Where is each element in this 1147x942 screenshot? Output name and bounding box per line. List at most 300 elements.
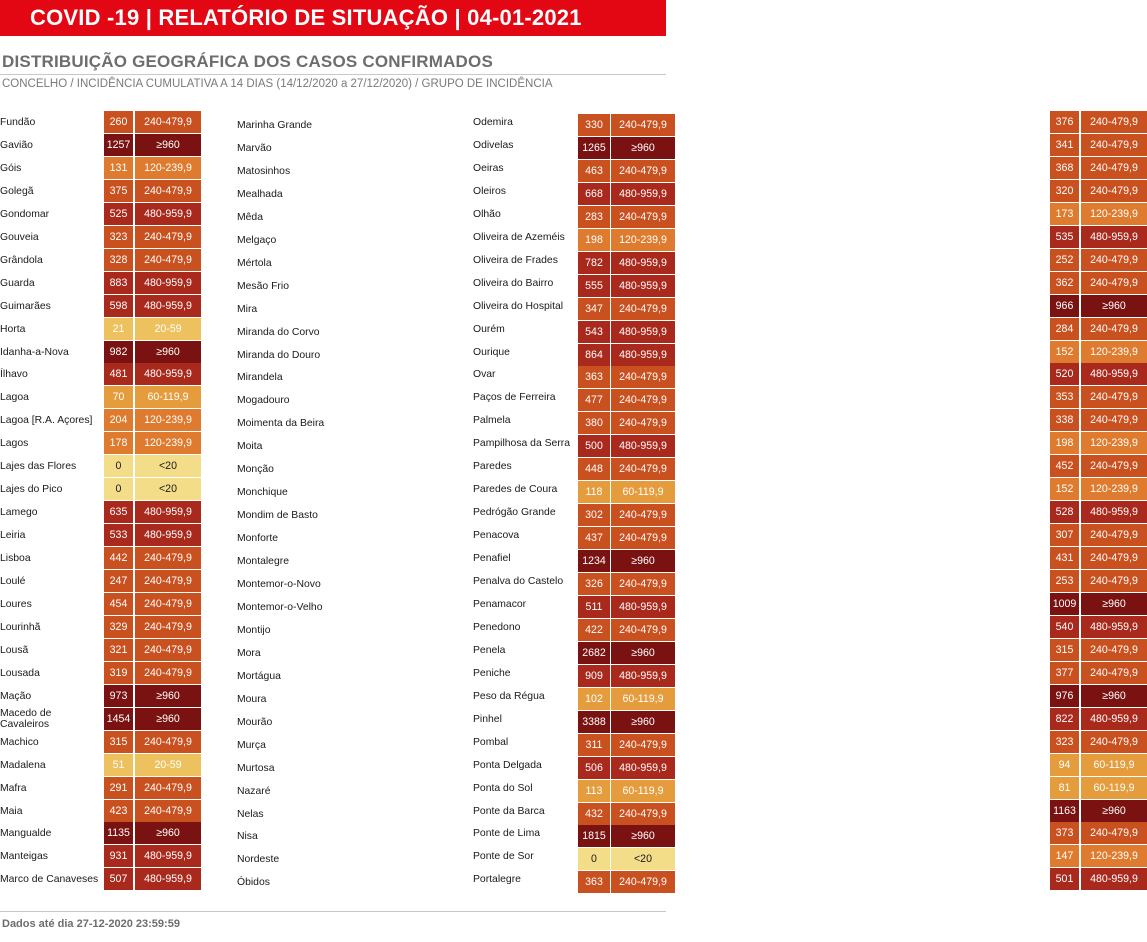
- municipality-name: Peso da Régua: [473, 690, 545, 702]
- municipality-row: [0, 249, 201, 272]
- incidence-group: 240-479,9: [1081, 318, 1147, 340]
- incidence-value: 1815: [578, 825, 610, 847]
- incidence-group: 240-479,9: [135, 111, 201, 133]
- incidence-value: 442: [104, 547, 133, 569]
- incidence-value: 204: [104, 409, 133, 431]
- incidence-value: 284: [1050, 318, 1079, 340]
- municipality-row: [473, 295, 1147, 318]
- incidence-value: 481: [104, 363, 133, 385]
- incidence-group: 480-959,9: [135, 868, 201, 890]
- municipality-row: [473, 157, 1147, 180]
- municipality-name: Ourém: [473, 323, 505, 335]
- municipality-name: Odemira: [473, 117, 513, 128]
- incidence-group: 240-479,9: [135, 570, 201, 592]
- municipality-name: Pampilhosa da Serra: [473, 438, 571, 450]
- incidence-value: 323: [1050, 731, 1079, 753]
- incidence-group: 240-479,9: [1081, 111, 1147, 133]
- incidence-group: 240-479,9: [611, 389, 675, 411]
- incidence-group: ≥960: [135, 341, 201, 363]
- municipality-row: [473, 272, 1147, 295]
- incidence-group: ≥960: [1081, 685, 1147, 707]
- municipality-name: Mangualde: [0, 828, 52, 840]
- municipality-name: Mação: [0, 690, 32, 702]
- incidence-group: 480-959,9: [611, 344, 675, 366]
- incidence-value: 1257: [104, 134, 133, 156]
- municipality-name: Portalegre: [473, 874, 521, 886]
- incidence-group: 240-479,9: [1081, 249, 1147, 271]
- municipality-name: Lagoa: [0, 392, 29, 404]
- incidence-value: 198: [578, 229, 610, 251]
- municipality-row: [0, 432, 201, 455]
- incidence-group: 240-479,9: [135, 547, 201, 569]
- incidence-value: 782: [578, 252, 610, 274]
- incidence-value: 353: [1050, 386, 1079, 408]
- municipality-name: Ponte de Sor: [473, 851, 534, 863]
- incidence-group: 240-479,9: [135, 731, 201, 753]
- municipality-row: [0, 203, 201, 226]
- incidence-value: 822: [1050, 708, 1079, 730]
- municipality-name: Gouveia: [0, 231, 39, 243]
- incidence-value: 931: [104, 845, 133, 867]
- incidence-value: 302: [578, 504, 610, 526]
- municipality-name: Pinhel: [473, 713, 502, 725]
- incidence-group: 480-959,9: [135, 501, 201, 523]
- incidence-value: 341: [1050, 134, 1079, 156]
- municipality-name: Monforte: [237, 533, 279, 545]
- incidence-group: 240-479,9: [1081, 570, 1147, 592]
- municipality-row: [0, 685, 201, 708]
- incidence-value: 454: [104, 593, 133, 615]
- municipality-name: Fundão: [0, 117, 36, 128]
- municipality-name: Montemor-o-Novo: [237, 579, 321, 590]
- incidence-value: 511: [578, 596, 610, 618]
- incidence-group: 480-959,9: [1081, 501, 1147, 523]
- municipality-name: Ponta Delgada: [473, 759, 542, 771]
- incidence-group: 480-959,9: [135, 272, 201, 294]
- municipality-row: [473, 708, 1147, 731]
- incidence-group: 240-479,9: [611, 298, 675, 320]
- municipality-name: Mealhada: [237, 188, 283, 200]
- incidence-group: <20: [135, 455, 201, 477]
- incidence-value: 635: [104, 501, 133, 523]
- page-subtitle: CONCELHO / INCIDÊNCIA CUMULATIVA A 14 DIAS (14/12/2020 a 27/12/2020) / GRUPO DE INCIDÊNCIA: [2, 78, 553, 90]
- incidence-value: 260: [104, 111, 133, 133]
- incidence-group: 60-119,9: [611, 481, 675, 503]
- incidence-value: 152: [1050, 478, 1079, 500]
- incidence-value: 70: [104, 386, 133, 408]
- incidence-group: 240-479,9: [135, 800, 201, 822]
- incidence-value: 376: [1050, 111, 1079, 133]
- municipality-row: [473, 731, 1147, 754]
- incidence-group: 480-959,9: [1081, 868, 1147, 890]
- incidence-value: 528: [1050, 501, 1079, 523]
- incidence-value: 253: [1050, 570, 1079, 592]
- municipality-name: Montijo: [237, 624, 271, 636]
- incidence-group: ≥960: [1081, 593, 1147, 615]
- municipality-name: Nordeste: [237, 854, 280, 866]
- incidence-group: 480-959,9: [135, 524, 201, 546]
- municipality-name: Odivelas: [473, 139, 514, 151]
- incidence-group: 240-479,9: [1081, 409, 1147, 431]
- municipality-row: [0, 777, 201, 800]
- incidence-group: <20: [611, 848, 675, 870]
- incidence-group: 480-959,9: [135, 845, 201, 867]
- municipality-name: Lousada: [0, 667, 40, 679]
- incidence-group: 120-239,9: [1081, 845, 1147, 867]
- incidence-value: 377: [1050, 662, 1079, 684]
- municipality-name: Nelas: [237, 808, 264, 820]
- municipality-name: Lousã: [0, 644, 29, 656]
- incidence-value: 423: [104, 800, 133, 822]
- incidence-value: 463: [578, 160, 610, 182]
- municipality-name: Mortágua: [237, 670, 281, 682]
- incidence-group: <20: [135, 478, 201, 500]
- incidence-group: 240-479,9: [611, 619, 675, 641]
- municipality-row: [0, 845, 201, 868]
- municipality-row: [0, 662, 201, 685]
- incidence-group: 240-479,9: [135, 180, 201, 202]
- municipality-name: Penafiel: [473, 553, 511, 565]
- incidence-value: 252: [1050, 249, 1079, 271]
- municipality-name: Monchique: [237, 487, 288, 499]
- report-banner-title: COVID -19 | RELATÓRIO DE SITUAÇÃO | 04-01-2021: [30, 5, 582, 30]
- municipality-row: [473, 501, 1147, 524]
- incidence-group: 20-59: [135, 754, 201, 776]
- incidence-group: 240-479,9: [611, 734, 675, 756]
- municipality-row: [0, 226, 201, 249]
- incidence-value: 307: [1050, 524, 1079, 546]
- municipality-row: [0, 822, 201, 845]
- municipality-row: [473, 226, 1147, 249]
- municipality-name: Ílhavo: [0, 369, 28, 381]
- incidence-group: 240-479,9: [611, 871, 675, 893]
- municipality-row: [0, 593, 201, 616]
- incidence-group: 240-479,9: [611, 458, 675, 480]
- incidence-value: 1135: [104, 822, 133, 844]
- municipality-row: [0, 478, 201, 501]
- municipality-row: [0, 616, 201, 639]
- municipality-name: Idanha-a-Nova: [0, 346, 69, 358]
- incidence-value: 432: [578, 803, 610, 825]
- municipality-name: Murça: [237, 739, 266, 751]
- incidence-value: 533: [104, 524, 133, 546]
- municipality-name: Mira: [237, 303, 258, 315]
- municipality-row: [473, 800, 1147, 823]
- incidence-group: 480-959,9: [135, 363, 201, 385]
- incidence-group: 240-479,9: [1081, 547, 1147, 569]
- municipality-name: Mourão: [237, 716, 273, 728]
- municipality-row: [473, 868, 1147, 891]
- municipality-name: Óbidos: [237, 877, 270, 889]
- municipality-row: [0, 455, 201, 478]
- incidence-value: 1234: [578, 550, 610, 572]
- municipality-row: [473, 616, 1147, 639]
- incidence-value: 118: [578, 481, 610, 503]
- municipality-name: Mogadouro: [237, 395, 290, 407]
- incidence-value: 347: [578, 298, 610, 320]
- incidence-group: ≥960: [135, 822, 201, 844]
- municipality-name: Lourinhã: [0, 621, 41, 633]
- municipality-row: [473, 249, 1147, 272]
- incidence-group: 60-119,9: [135, 386, 201, 408]
- incidence-group: ≥960: [135, 708, 201, 730]
- municipality-name: Loures: [0, 598, 32, 610]
- incidence-group: 120-239,9: [1081, 478, 1147, 500]
- municipality-name: Horta: [0, 323, 26, 335]
- incidence-value: 1009: [1050, 593, 1079, 615]
- incidence-group: 240-479,9: [1081, 822, 1147, 844]
- incidence-group: 480-959,9: [611, 435, 675, 457]
- incidence-group: 240-479,9: [611, 504, 675, 526]
- municipality-name: Lagoa [R.A. Açores]: [0, 415, 93, 427]
- incidence-value: 113: [578, 780, 610, 802]
- incidence-value: 1454: [104, 708, 133, 730]
- municipality-name: Loulé: [0, 576, 26, 587]
- incidence-group: 120-239,9: [1081, 341, 1147, 363]
- incidence-value: 198: [1050, 432, 1079, 454]
- municipality-name: Guarda: [0, 277, 35, 289]
- municipality-name: Lagos: [0, 438, 29, 450]
- municipality-row: [0, 386, 201, 409]
- municipality-name: Peniche: [473, 667, 511, 679]
- incidence-group: 120-239,9: [1081, 203, 1147, 225]
- incidence-value: 338: [1050, 409, 1079, 431]
- incidence-group: 60-119,9: [611, 780, 675, 802]
- incidence-value: 311: [578, 734, 610, 756]
- incidence-value: 0: [104, 455, 133, 477]
- incidence-value: 102: [578, 688, 610, 710]
- incidence-group: 480-959,9: [135, 203, 201, 225]
- municipality-row: [473, 593, 1147, 616]
- incidence-value: 909: [578, 665, 610, 687]
- incidence-value: 883: [104, 272, 133, 294]
- incidence-value: 0: [578, 848, 610, 870]
- incidence-group: 240-479,9: [611, 573, 675, 595]
- municipality-row: [473, 639, 1147, 662]
- municipality-row: [473, 318, 1147, 341]
- incidence-value: 1163: [1050, 800, 1079, 822]
- incidence-value: 81: [1050, 777, 1079, 799]
- municipality-name: Oliveira de Frades: [473, 254, 558, 266]
- incidence-value: 323: [104, 226, 133, 248]
- municipality-row: [0, 295, 201, 318]
- municipality-name: Mirandela: [237, 372, 283, 384]
- incidence-group: 120-239,9: [611, 229, 675, 251]
- incidence-value: 668: [578, 183, 610, 205]
- incidence-value: 976: [1050, 685, 1079, 707]
- municipality-name: Palmela: [473, 415, 511, 427]
- incidence-group: ≥960: [1081, 295, 1147, 317]
- municipality-row: [0, 754, 201, 777]
- incidence-value: 501: [1050, 868, 1079, 890]
- incidence-value: 283: [578, 206, 610, 228]
- incidence-group: 240-479,9: [135, 593, 201, 615]
- incidence-group: 240-479,9: [1081, 134, 1147, 156]
- incidence-group: 480-959,9: [1081, 363, 1147, 385]
- incidence-value: 431: [1050, 547, 1079, 569]
- municipality-row: [0, 111, 201, 134]
- incidence-value: 448: [578, 458, 610, 480]
- municipality-row: [473, 524, 1147, 547]
- municipality-name: Manteigas: [0, 851, 48, 863]
- municipality-name: Penalva do Castelo: [473, 576, 564, 587]
- incidence-group: 240-479,9: [1081, 639, 1147, 661]
- incidence-value: 535: [1050, 226, 1079, 248]
- incidence-value: 525: [104, 203, 133, 225]
- municipality-name: Moita: [237, 441, 263, 453]
- municipality-name: Penedono: [473, 621, 521, 633]
- incidence-group: 480-959,9: [611, 665, 675, 687]
- municipality-name: Macedo de Cavaleiros: [0, 708, 52, 731]
- incidence-value: 152: [1050, 341, 1079, 363]
- municipality-name: Marvão: [237, 142, 272, 154]
- municipality-name: Lisboa: [0, 553, 31, 565]
- municipality-row: [0, 157, 201, 180]
- incidence-group: 480-959,9: [1081, 616, 1147, 638]
- municipality-row: [0, 134, 201, 157]
- incidence-group: 240-479,9: [1081, 386, 1147, 408]
- municipality-row: [473, 180, 1147, 203]
- municipality-name: Ovar: [473, 369, 496, 381]
- municipality-name: Penela: [473, 644, 506, 656]
- incidence-group: 120-239,9: [1081, 432, 1147, 454]
- incidence-group: 240-479,9: [135, 662, 201, 684]
- municipality-row: [0, 547, 201, 570]
- incidence-group: 240-479,9: [1081, 272, 1147, 294]
- municipality-row: [473, 777, 1147, 800]
- municipality-name: Marinha Grande: [237, 120, 313, 131]
- municipality-name: Paços de Ferreira: [473, 392, 556, 404]
- municipality-row: [0, 409, 201, 432]
- incidence-value: 437: [578, 527, 610, 549]
- incidence-value: 3388: [578, 711, 610, 733]
- municipality-name: Nazaré: [237, 785, 271, 797]
- municipality-row: [473, 363, 1147, 386]
- incidence-value: 368: [1050, 157, 1079, 179]
- incidence-group: 240-479,9: [135, 249, 201, 271]
- municipality-name: Gondomar: [0, 208, 50, 220]
- municipality-name: Oleiros: [473, 185, 506, 197]
- incidence-group: 240-479,9: [1081, 455, 1147, 477]
- incidence-group: 60-119,9: [1081, 754, 1147, 776]
- incidence-value: 315: [1050, 639, 1079, 661]
- municipality-row: [0, 708, 201, 731]
- municipality-name: Guimarães: [0, 300, 51, 312]
- incidence-group: 240-479,9: [135, 616, 201, 638]
- municipality-row: [473, 341, 1147, 364]
- municipality-row: [0, 318, 201, 341]
- municipality-name: Leiria: [0, 530, 26, 542]
- incidence-group: 240-479,9: [611, 206, 675, 228]
- report-banner: [0, 0, 666, 36]
- data-date-note: Dados até dia 27-12-2020 23:59:59: [2, 918, 180, 930]
- incidence-value: 330: [578, 114, 610, 136]
- municipality-row: [0, 341, 201, 364]
- municipality-name: Ponte de Lima: [473, 828, 541, 840]
- incidence-value: 319: [104, 662, 133, 684]
- municipality-name: Ourique: [473, 346, 510, 358]
- incidence-group: 240-479,9: [611, 527, 675, 549]
- municipality-name: Maia: [0, 805, 23, 817]
- incidence-value: 291: [104, 777, 133, 799]
- municipality-name: Montemor-o-Velho: [237, 601, 323, 613]
- incidence-value: 147: [1050, 845, 1079, 867]
- incidence-group: 480-959,9: [611, 275, 675, 297]
- incidence-value: 131: [104, 157, 133, 179]
- incidence-value: 540: [1050, 616, 1079, 638]
- incidence-group: 240-479,9: [611, 412, 675, 434]
- municipality-row: [0, 570, 201, 593]
- municipality-name: Lajes das Flores: [0, 461, 77, 473]
- incidence-value: 0: [104, 478, 133, 500]
- municipality-name: Nisa: [237, 831, 258, 843]
- municipality-name: Penacova: [473, 530, 520, 542]
- incidence-value: 520: [1050, 363, 1079, 385]
- municipality-name: Góis: [0, 162, 22, 174]
- incidence-value: 966: [1050, 295, 1079, 317]
- incidence-value: 51: [104, 754, 133, 776]
- incidence-group: 120-239,9: [135, 409, 201, 431]
- incidence-group: 120-239,9: [135, 157, 201, 179]
- incidence-group: 120-239,9: [135, 432, 201, 454]
- incidence-value: 864: [578, 344, 610, 366]
- municipality-name: Pedrógão Grande: [473, 507, 556, 519]
- incidence-group: 60-119,9: [1081, 777, 1147, 799]
- municipality-name: Monção: [237, 464, 274, 476]
- municipality-name: Matosinhos: [237, 165, 291, 177]
- incidence-group: ≥960: [611, 137, 675, 159]
- incidence-group: 240-479,9: [1081, 157, 1147, 179]
- incidence-group: 480-959,9: [611, 183, 675, 205]
- incidence-value: 315: [104, 731, 133, 753]
- incidence-value: 543: [578, 321, 610, 343]
- municipality-row: [0, 800, 201, 823]
- incidence-value: 21: [104, 318, 133, 340]
- incidence-group: ≥960: [611, 825, 675, 847]
- municipality-row: [0, 524, 201, 547]
- municipality-name: Miranda do Corvo: [237, 326, 320, 338]
- municipality-name: Pombal: [473, 736, 509, 748]
- municipality-row: [0, 868, 201, 891]
- municipality-row: [473, 432, 1147, 455]
- incidence-value: 178: [104, 432, 133, 454]
- incidence-value: 380: [578, 412, 610, 434]
- municipality-name: Montalegre: [237, 556, 289, 568]
- incidence-group: 60-119,9: [611, 688, 675, 710]
- incidence-group: 240-479,9: [1081, 180, 1147, 202]
- municipality-name: Oliveira de Azeméis: [473, 231, 565, 243]
- incidence-value: 363: [578, 366, 610, 388]
- incidence-value: 555: [578, 275, 610, 297]
- municipality-row: [473, 134, 1147, 157]
- municipality-name: Ponte da Barca: [473, 805, 545, 817]
- incidence-value: 477: [578, 389, 610, 411]
- incidence-group: 20-59: [135, 318, 201, 340]
- incidence-value: 422: [578, 619, 610, 641]
- incidence-group: 480-959,9: [1081, 226, 1147, 248]
- incidence-value: 973: [104, 685, 133, 707]
- incidence-value: 328: [104, 249, 133, 271]
- municipality-row: [473, 685, 1147, 708]
- municipality-row: [473, 111, 1147, 134]
- incidence-value: 507: [104, 868, 133, 890]
- incidence-group: ≥960: [611, 711, 675, 733]
- municipality-name: Melgaço: [237, 234, 277, 246]
- municipality-row: [473, 386, 1147, 409]
- incidence-value: 506: [578, 757, 610, 779]
- municipality-name: Mêda: [237, 211, 263, 223]
- incidence-group: 240-479,9: [135, 777, 201, 799]
